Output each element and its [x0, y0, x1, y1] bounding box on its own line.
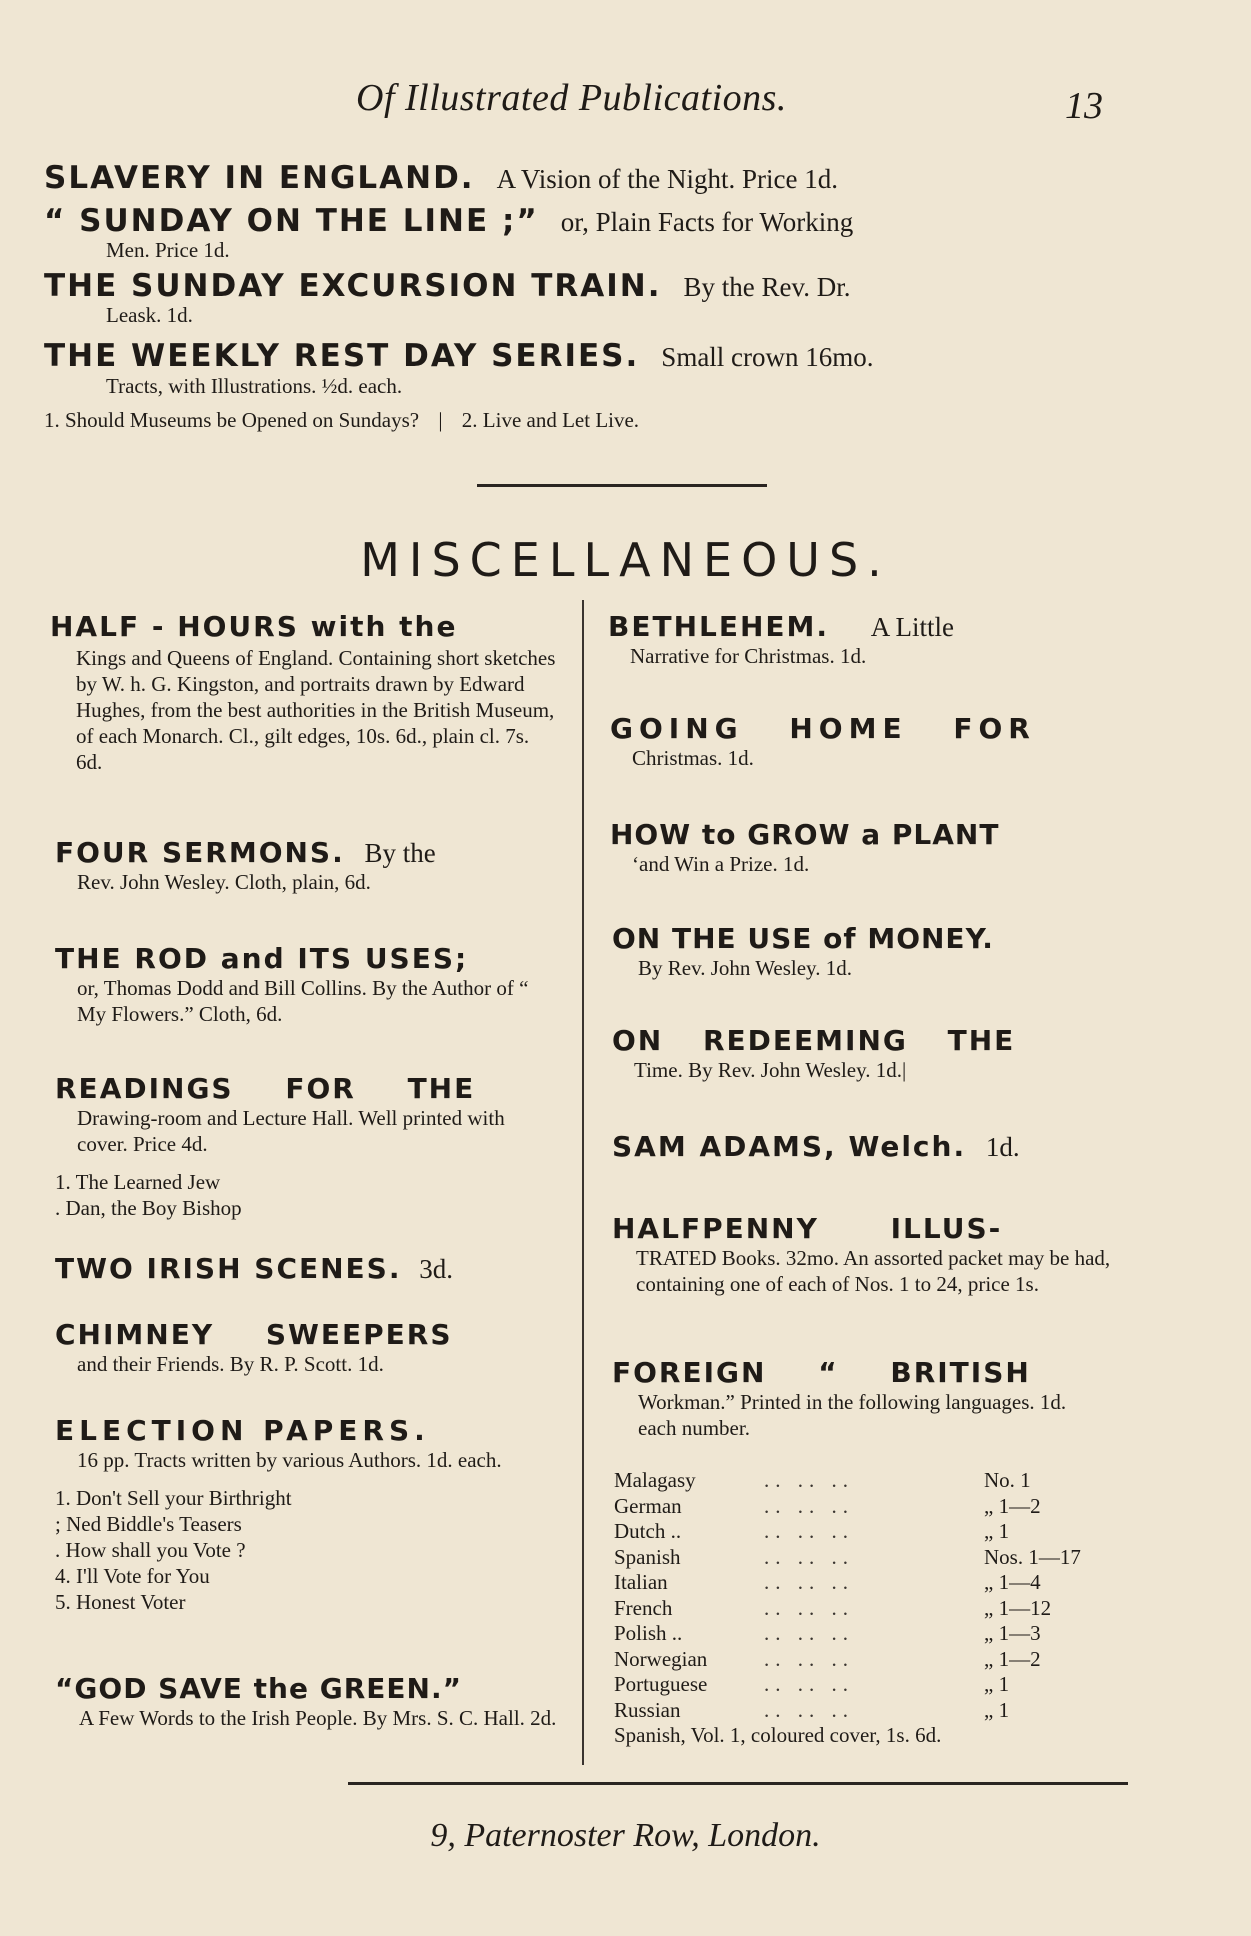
entry-excursion-train-sub: Leask. 1d.	[106, 303, 193, 327]
entry-sunday-line: “ SUNDAY ON THE LINE ;” or, Plain Facts for Working	[44, 203, 854, 239]
entry-slavery: SLAVERY IN ENGLAND. A Vision of the Night. Price 1d.	[44, 160, 838, 196]
language-row: Portuguese .. .. .. „ 1	[614, 1672, 1010, 1696]
election-item: 4. I'll Vote for You	[55, 1564, 210, 1588]
language-row: Malagasy .. .. .. No. 1	[614, 1468, 1031, 1492]
entry-irish-scenes: TWO IRISH SCENES. 3d.	[55, 1252, 453, 1285]
language-row: Italian .. .. .. „ 1—4	[614, 1570, 1041, 1594]
entry-weekly-rest: THE WEEKLY REST DAY SERIES. Small crown 16mo.	[44, 338, 874, 374]
entry-halfpenny: HALFPENNY ILLUS- TRATED Books. 32mo. An assorted packet may be had, containing one of each of Nos. 1 to 24, price 1s.	[612, 1212, 1111, 1296]
language-row: Norwegian .. .. .. „ 1—2	[614, 1646, 1041, 1671]
language-row: French .. .. .. „ 1—12	[614, 1595, 1052, 1620]
election-item: 5. Honest Voter	[55, 1590, 186, 1614]
page-number: 13	[1065, 85, 1103, 127]
bottom-rule	[348, 1782, 1128, 1785]
section-title: MISCELLANEOUS.	[360, 533, 891, 587]
readings-item: . Dan, the Boy Bishop	[55, 1196, 242, 1220]
entry-four-sermons: FOUR SERMONS. By the Rev. John Wesley. Cloth, plain, 6d.	[55, 836, 436, 894]
entry-bethlehem: BETHLEHEM. A Little Narrative for Christmas. 1d.	[608, 610, 955, 668]
entry-sunday-line-sub: Men. Price 1d.	[106, 238, 230, 262]
weekly-items: 1. Should Museums be Opened on Sundays? | 2. Live and Let Live.	[44, 408, 640, 432]
language-row: Dutch .. .. .. .. „ 1	[614, 1519, 1010, 1543]
language-row: Spanish .. .. .. Nos. 1—17	[614, 1544, 1081, 1569]
entry-election-papers: ELECTION PAPERS. 16 pp. Tracts written by various Authors. 1d. each. 1. Don't Sell your Birthright ; Ned Biddle's Teasers . How shall you Vote ? 4. I'll Vote for You 5. Honest Voter	[55, 1414, 565, 1615]
weekly-item-1: 1. Should Museums be Opened on Sundays?	[44, 408, 420, 432]
column-rule	[582, 600, 584, 1765]
entry-going-home: GOING HOME FOR Christmas. 1d.	[610, 712, 1036, 770]
readings-item: 1. The Learned Jew	[55, 1170, 221, 1194]
entry-redeeming: ON REDEEMING THE Time. By Rev. John Wesley. 1d.|	[612, 1024, 1016, 1082]
entry-excursion-train: THE SUNDAY EXCURSION TRAIN. By the Rev. Dr.	[44, 268, 851, 304]
weekly-item-2: 2. Live and Let Live.	[461, 408, 640, 432]
election-item: 1. Don't Sell your Birthright	[55, 1486, 292, 1510]
election-item: ; Ned Biddle's Teasers	[55, 1512, 242, 1536]
entry-sam-adams: SAM ADAMS, Welch. 1d.	[612, 1130, 1020, 1163]
entry-grow-plant: HOW to GROW a PLANT ‘and Win a Prize. 1d.	[610, 818, 1000, 876]
languages-last: Spanish, Vol. 1, coloured cover, 1s. 6d.	[614, 1723, 942, 1747]
footer-imprint: 9, Paternoster Row, London.	[430, 1817, 821, 1854]
entry-weekly-rest-sub: Tracts, with Illustrations. ½d. each.	[106, 374, 403, 398]
entry-half-hours: HALF - HOURS with the Kings and Queens of England. Containing short sketches by W. h. G. Kingston, and portraits drawn by Edward Hughes, from the best authorities in the British Museum, of each Monarch. Cl., gilt edges, 10s. 6d., plain cl. 7s. 6d.	[50, 610, 556, 774]
entry-rod-and-uses: THE ROD and ITS USES; or, Thomas Dodd and Bill Collins. By the Author of “ My Flowers.” Cloth, 6d.	[55, 942, 529, 1026]
entry-readings: READINGS FOR THE Drawing-room and Lecture Hall. Well printed with cover. Price 4d. 1. The Learned Jew . Dan, the Boy Bishop	[55, 1072, 565, 1221]
entry-use-of-money: ON THE USE of MONEY. By Rev. John Wesley. 1d.	[612, 922, 994, 980]
entry-foreign-british: FOREIGN “ BRITISH Workman.” Printed in the following languages. 1d. each number.	[612, 1356, 1067, 1440]
running-title: Of Illustrated Publications.	[356, 77, 787, 119]
language-row: Polish .. .. .. .. „ 1—3	[614, 1621, 1041, 1645]
running-head	[0, 76, 1251, 126]
divider-rule	[477, 484, 767, 487]
languages-table	[614, 1468, 1084, 1749]
election-item: . How shall you Vote ?	[55, 1538, 246, 1562]
language-row: German .. .. .. „ 1—2	[614, 1493, 1041, 1518]
entry-chimney-sweepers: CHIMNEY SWEEPERS and their Friends. By R. P. Scott. 1d.	[55, 1318, 453, 1376]
entry-god-save-green: “GOD SAVE the GREEN.” A Few Words to the Irish People. By Mrs. S. C. Hall. 2d.	[55, 1672, 557, 1730]
language-row: Russian .. .. .. „ 1	[614, 1697, 1010, 1722]
